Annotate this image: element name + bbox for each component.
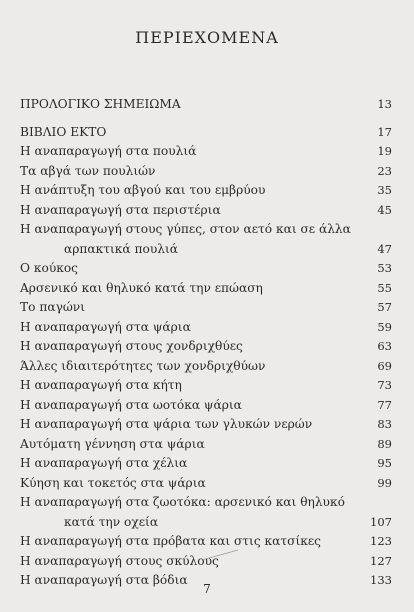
toc-entry-title: Η αναπαραγωγή στα χέλια <box>20 456 188 470</box>
toc-entry <box>20 123 392 143</box>
toc-entry <box>20 435 392 455</box>
toc-entry-page: 107 <box>370 514 392 529</box>
toc-entry-page: 99 <box>377 475 392 490</box>
toc-entry <box>20 220 392 240</box>
toc-entry-page: 55 <box>377 280 392 295</box>
toc-entry <box>20 415 392 435</box>
toc-entry-page: 83 <box>377 417 392 431</box>
toc-entry <box>20 493 392 513</box>
toc-entry <box>20 454 392 474</box>
toc-entry <box>20 474 392 494</box>
toc-entry-title: Τα αβγά των πουλιών <box>20 163 156 178</box>
toc-entry-page: 19 <box>377 144 392 158</box>
toc-entry-title: Η αναπαραγωγή στα ψάρια των γλυκών νερών <box>20 417 313 431</box>
toc-entry <box>20 162 392 182</box>
toc-entry-page: 57 <box>377 300 392 314</box>
toc-entry-page: 95 <box>377 456 392 470</box>
toc-entry <box>20 142 392 162</box>
toc-entry-title: Η αναπαραγωγή στους χονδριχθύες <box>20 339 243 353</box>
toc-entry-page: 123 <box>370 534 392 548</box>
toc-entry-page: 17 <box>377 124 392 139</box>
toc-entry-title: Η αναπαραγωγή στα βόδια <box>20 573 188 587</box>
toc-entry-page: 133 <box>370 573 392 587</box>
toc-entry-title: Η αναπαραγωγή στα πρόβατα και στις κατσίκες <box>20 534 321 548</box>
toc-entry <box>20 396 392 416</box>
page-number: 7 <box>203 582 211 596</box>
toc-entry-title: Ο κούκος <box>20 261 79 275</box>
toc-entry <box>20 357 392 377</box>
toc-entry-title: Η αναπαραγωγή στους γύπες, στον αετό και σε άλλα <box>20 222 351 236</box>
toc-entry-title: Το παγώνι <box>20 300 85 314</box>
toc-entry-page: 59 <box>377 319 392 334</box>
toc-entry-title: Αυτόματη γέννηση στα ψάρια <box>20 436 205 451</box>
toc-entry-title: Η αναπαραγωγή στα κήτη <box>20 378 182 392</box>
toc-entry-title: Η αναπαραγωγή στους σκύλους <box>20 553 219 568</box>
toc-entry <box>20 181 392 201</box>
toc-entry-page: 13 <box>377 97 392 111</box>
toc-entry <box>20 259 392 279</box>
toc-entry-title: Η αναπαραγωγή στα ωοτόκα ψάρια <box>20 397 242 412</box>
table-of-contents <box>20 95 392 591</box>
toc-entry-title: ΒΙΒΛΙΟ ΕΚΤΟ <box>20 124 107 139</box>
toc-entry-page: 23 <box>377 163 392 178</box>
toc-entry-page: 45 <box>377 202 392 217</box>
toc-entry-title: Η αναπαραγωγή στα ζωοτόκα: αρσενικό και θηλυκό <box>20 495 345 509</box>
toc-entry-page: 47 <box>377 241 392 256</box>
toc-entry-page: 53 <box>377 261 392 275</box>
toc-entry-page: 127 <box>370 553 392 568</box>
toc-entry-page: 77 <box>377 397 392 412</box>
pencil-mark <box>200 548 240 562</box>
toc-entry-title: ΠΡΟΛΟΓΙΚΟ ΣΗΜΕΙΩΜΑ <box>20 97 181 111</box>
toc-entry-title: αρπακτικά πουλιά <box>64 241 178 256</box>
toc-entry-title: Η αναπαραγωγή στα περιστέρια <box>20 202 221 217</box>
toc-entry <box>20 279 392 299</box>
toc-entry-page: 63 <box>377 339 392 353</box>
toc-entry-title: Η αναπαραγωγή στα πουλιά <box>20 144 197 158</box>
toc-entry-title: Άλλες ιδιαιτερότητες των χονδριχθύων <box>20 358 266 373</box>
toc-entry <box>20 318 392 338</box>
toc-entry <box>20 376 392 396</box>
toc-entry <box>20 337 392 357</box>
page-title: ΠΕΡΙΕΧΟΜΕΝΑ <box>135 28 279 47</box>
toc-entry-page: 73 <box>377 378 392 392</box>
toc-entry-continuation <box>20 240 392 260</box>
toc-entry <box>20 201 392 221</box>
toc-entry <box>20 95 392 115</box>
toc-entry-title: Κύηση και τοκετός στα ψάρια <box>20 475 206 490</box>
toc-entry <box>20 298 392 318</box>
toc-entry-continuation <box>20 513 392 533</box>
toc-entry-page: 89 <box>377 436 392 451</box>
toc-entry-title: Η αναπαραγωγή στα ψάρια <box>20 319 191 334</box>
toc-entry-page: 35 <box>377 183 392 197</box>
toc-entry-title: κατά την οχεία <box>64 514 159 529</box>
toc-entry-page: 69 <box>377 358 392 373</box>
toc-entry-title: Η ανάπτυξη του αβγού και του εμβρύου <box>20 183 266 197</box>
toc-entry-title: Αρσενικό και θηλυκό κατά την επώαση <box>20 280 263 295</box>
